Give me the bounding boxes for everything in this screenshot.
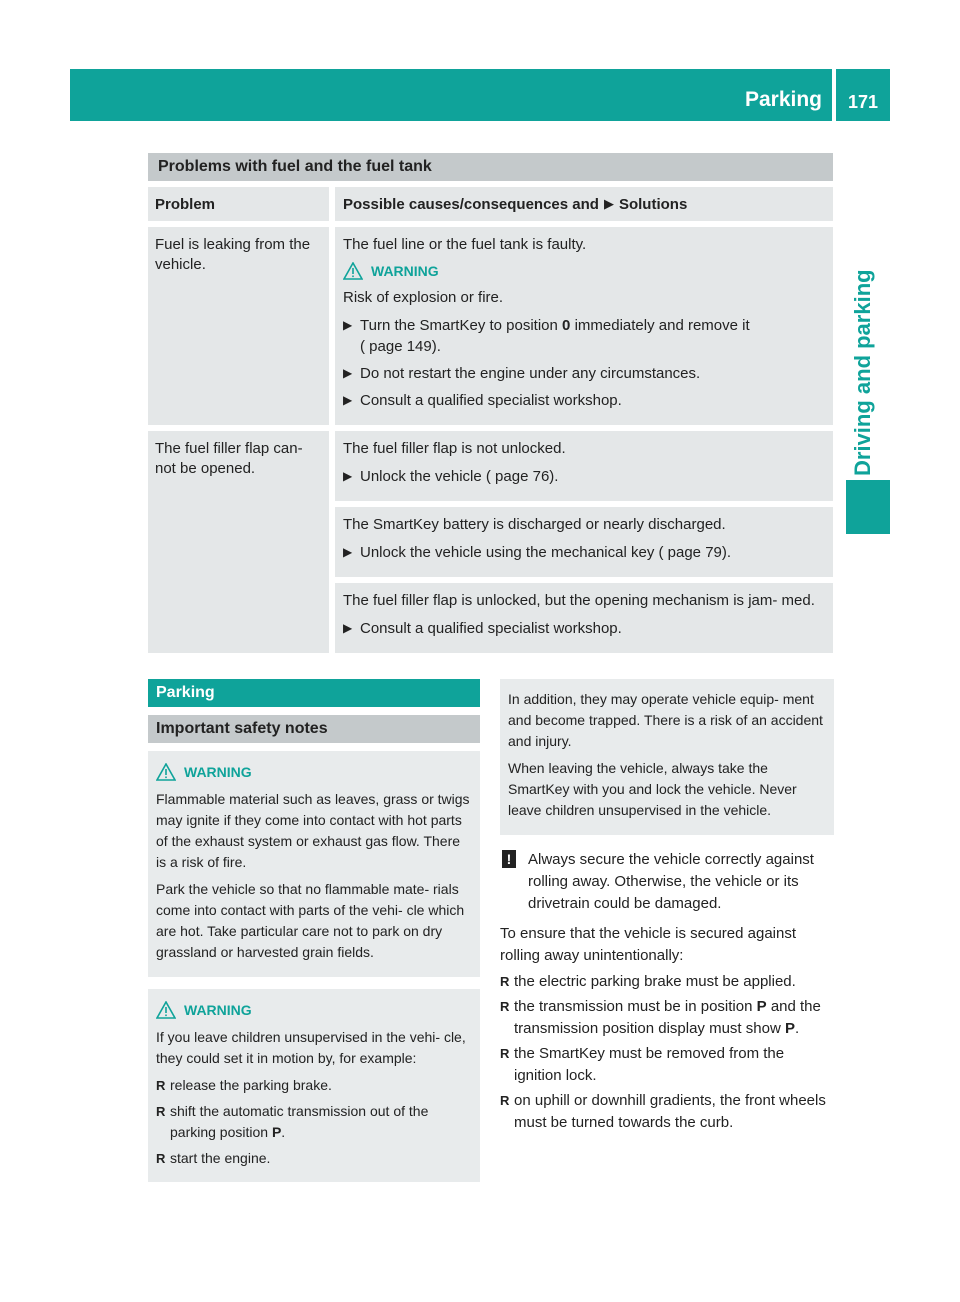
parking-left-column [148,679,480,1182]
exclamation-icon: ! [502,850,516,868]
solution-cell [335,227,833,425]
subsection-heading: Important safety notes [148,715,480,743]
solution-cell [335,431,833,501]
warning-triangle-icon [156,763,176,781]
solution-step[interactable]: ▶ Unlock the vehicle using the mechanical key ( page 79). [343,542,826,563]
chapter-side-tab [846,256,880,476]
chapter-marker [846,480,890,534]
section-heading: Parking [148,679,480,707]
fuel-problems-table [148,153,833,653]
list-item-bold: P [784,1020,795,1037]
table-title: Problems with fuel and the fuel tank [148,153,833,181]
list-item: R the electric parking brake must be applied. [500,971,834,993]
warning-box [148,751,480,977]
table-row [148,227,833,425]
column-header-solutions-pre: Possible causes/consequences and [343,195,599,213]
problem-cell [148,431,329,653]
chapter-side-tab-label: Driving and parking [850,269,875,476]
warning-paragraph: In addition, they may operate vehicle equip- ment and become trapped. There is a risk of an accident and injury. [508,691,823,749]
solution-cell [335,583,833,653]
column-header-problem: Problem [148,187,329,221]
cause-text: The fuel line or the fuel tank is faulty. [343,236,587,253]
list-item-text: the transmission must be in position [514,998,753,1015]
step-text: Turn the SmartKey to position [360,317,558,334]
problem-text: The fuel filler flap can- not be opened. [155,440,303,477]
solution-step: ▶ Consult a qualified specialist workshop. [343,618,826,639]
problem-cell [148,227,329,425]
list-item [156,1101,472,1143]
column-header-solutions [335,187,833,221]
problem-text: Fuel is leaking from the vehicle. [155,236,311,273]
page-section-title: Parking [744,88,822,111]
column-header-solutions-post: Solutions [618,195,688,213]
warning-text: WARNING [371,263,439,279]
warning-triangle-icon [343,262,363,280]
list-item: R start the engine. [156,1148,472,1169]
solution-step: ▶ Do not restart the engine under any circumstances. [343,363,826,384]
solution-stack [335,431,833,653]
list-item: R on uphill or downhill gradients, the front wheels must be turned towards the curb. [500,1090,834,1134]
table-header-row [148,187,833,221]
step-bold: 0 [562,317,571,334]
warning-text: WARNING [184,1002,252,1018]
table-row [148,431,833,653]
warning-paragraph: Park the vehicle so that no flammable mate- rials come into contact with parts of the vehi- cle which are hot. Take particular care not to park on dry grassland or harvested grain fields. [156,881,465,960]
warning-label [156,1001,472,1019]
list-item: R the SmartKey must be removed from the ignition lock. [500,1043,834,1087]
risk-text: Risk of explosion or fire. [343,289,504,306]
warning-text: WARNING [184,764,252,780]
list-item-text: and the transmission position display must show [514,998,821,1037]
body-paragraph: To ensure that the vehicle is secured against rolling away unintentionally: [500,925,797,964]
solution-step [343,315,826,357]
list-item [500,996,834,1040]
list-item-bold: P [271,1124,282,1140]
cause-text: The fuel filler flap is unlocked, but the opening mechanism is jam- med. [343,592,815,609]
parking-right-column [500,679,834,1137]
warning-paragraph: If you leave children unsupervised in the vehi- cle, they could set it in motion by, for example: [156,1029,466,1066]
solution-step[interactable]: ▶ Unlock the vehicle ( page 76). [343,466,826,487]
caution-note [500,849,834,915]
list-item-text: . [281,1124,286,1140]
cause-text: The SmartKey battery is discharged or nearly discharged. [343,516,726,533]
warning-box [148,989,480,1182]
list-item-bold: P [756,998,767,1015]
page-number: 171 [836,69,890,121]
step-text: immediately and remove it [574,317,750,334]
list-item: R release the parking brake. [156,1075,472,1096]
warning-label [343,262,826,280]
list-item-text: . [794,1020,800,1037]
warning-paragraph: Flammable material such as leaves, grass or twigs may ignite if they come into contact with hot parts of the exhaust system or exhaust gas flow. There is a risk of fire. [156,791,470,870]
play-arrow-icon: ▶ [603,196,614,211]
warning-label [156,763,472,781]
warning-triangle-icon [156,1001,176,1019]
list-item-text: shift the automatic transmission out of the parking position [170,1103,429,1140]
warning-box-continued [500,679,834,835]
solution-cell [335,507,833,577]
warning-paragraph: When leaving the vehicle, always take the SmartKey with you and lock the vehicle. Never leave children unsupervised in the vehicle. [508,760,797,818]
note-text: Always secure the vehicle correctly against rolling away. Otherwise, the vehicle or its drivetrain could be damaged. [528,851,814,912]
solution-step: ▶ Consult a qualified specialist workshop. [343,390,826,411]
page-reference[interactable]: ( page 149). [360,338,441,355]
cause-text: The fuel filler flap is not unlocked. [343,440,566,457]
